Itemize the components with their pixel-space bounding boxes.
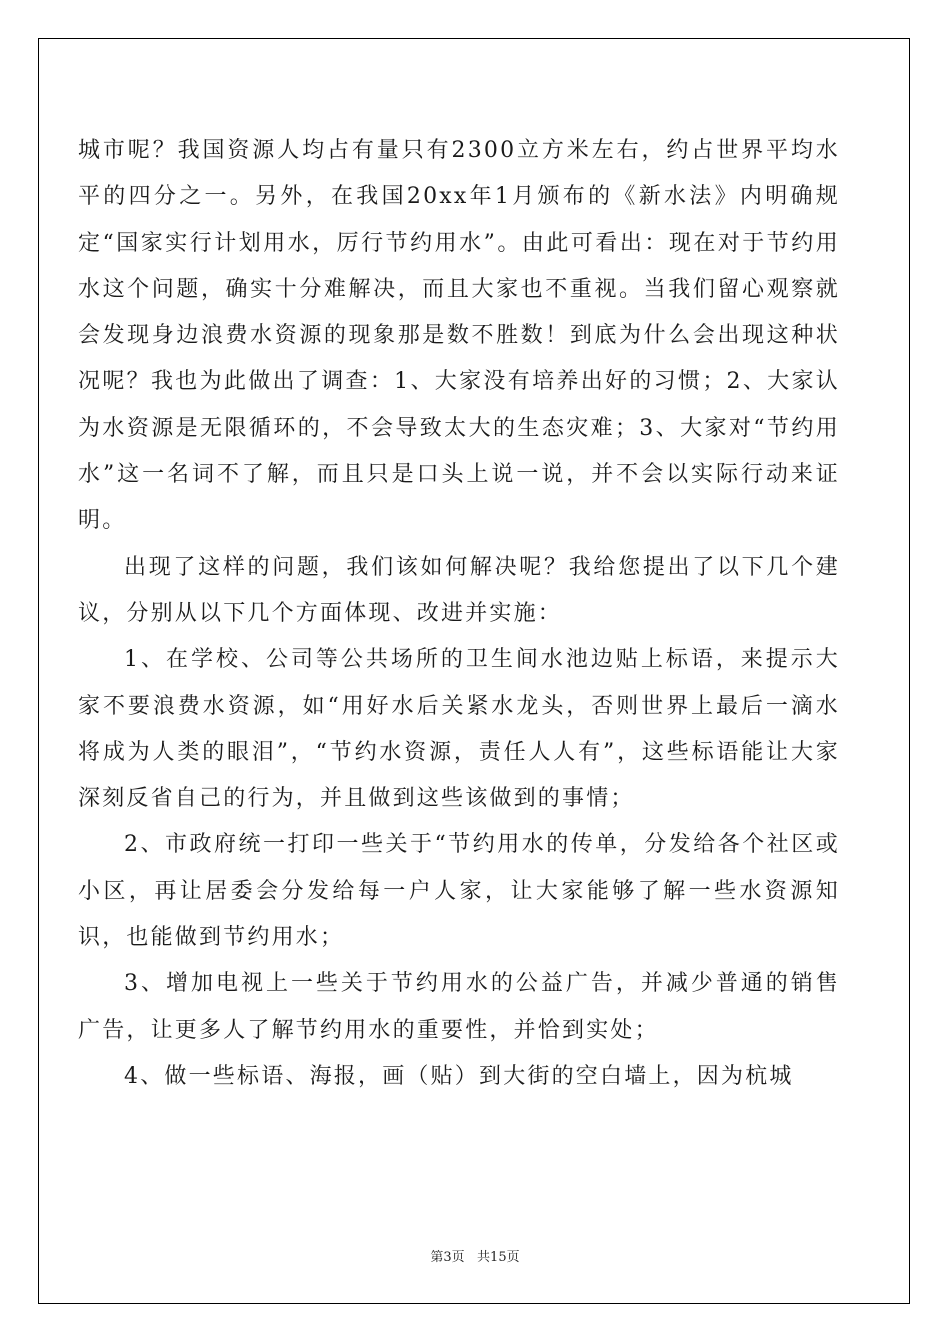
paragraph-4: 2、市政府统一打印一些关于“节约用水的传单，分发给各个社区或小区，再让居委会分发给每一户人家，让大家能够了解一些水资源知识，也能做到节约用水； [78,832,840,951]
paragraph-1: 城市呢？我国资源人均占有量只有2300立方米左右，约占世界平均水平的四分之一。另外，在我国20xx年1月颁布的《新水法》内明确规定“国家实行计划用水，厉行节约用水”。由此可看出：现在对于节约用水这个问题，确实十分难解决，而且大家也不重视。当我们留心观察就会发现身边浪费水资源的现象那是数不胜数！到底为什么会出现这种状况呢？我也为此做出了调查：1、大家没有培养出好的习惯；2、大家认为水资源是无限循环的，不会导致太大的生态灾难；3、大家对“节约用水”这一名词不了解，而且只是口头上说一说，并不会以实际行动来证明。 [78,138,840,534]
paragraph-5: 3、增加电视上一些关于节约用水的公益广告，并减少普通的销售广告，让更多人了解节约用水的重要性，并恰到实处； [78,971,840,1043]
paragraph-3: 1、在学校、公司等公共场所的卫生间水池边贴上标语，来提示大家不要浪费水资源，如“用好水后关紧水龙头，否则世界上最后一滴水将成为人类的眼泪”，“节约水资源，责任人人有”，这些标语能让大家深刻反省自己的行为，并且做到这些该做到的事情； [78,647,840,812]
paragraph-6: 4、做一些标语、海报，画（贴）到大街的空白墙上，因为杭城 [124,1063,794,1089]
page-number-footer: 第3页 共15页 [430,1250,520,1265]
paragraph-2: 出现了这样的问题，我们该如何解决呢？我给您提出了以下几个建议，分别从以下几个方面体现、改进并实施： [78,554,840,626]
document-body [78,128,840,1100]
